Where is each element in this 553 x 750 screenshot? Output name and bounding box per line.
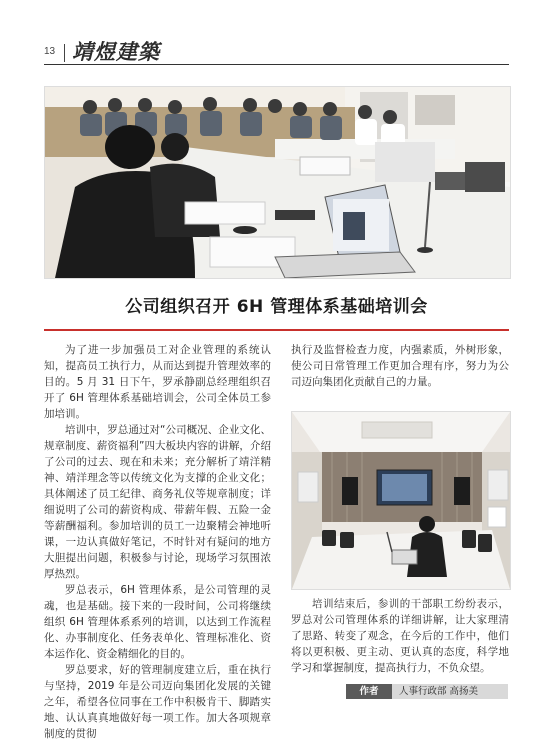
brand-logo: 靖煜建築 (72, 39, 160, 64)
paragraph: 培训结束后，参训的干部职工纷纷表示，罗总对公司管理体系的详细讲解，让大家理清了思路、转变了观念，在今后的工作中，他们将以更积极、更主动、更认真的态度，科学地学习和掌握制度，提高执行力，不负众望。 (291, 598, 509, 674)
author-label: 作者 (346, 684, 392, 699)
article-column-right-top (291, 342, 509, 390)
page-number: 13 (44, 46, 56, 57)
masthead-rule (44, 64, 509, 65)
author-name: 人事行政部 高扬美 (399, 686, 479, 697)
meeting-photo-illustration (45, 87, 510, 278)
article-column-right-bottom (291, 596, 509, 676)
meeting-photo (44, 86, 511, 279)
paragraph: 罗总表示，6H 管理体系，是公司管理的灵魂，也是基础。接下来的一段时间，公司将继续组织 6H 管理体系系列的培训，以达到工作流程化、办事制度化、任务表单化、管理标准化、资本运作化、资金精细化的目的。 (44, 584, 271, 660)
paragraph: 培训中，罗总通过对“公司概况、企业文化、规章制度、薪资福利”四大板块内容的讲解，介绍了公司的过去、现在和未来；充分解析了靖洋精神、靖洋理念等以传统文化为支撑的企业文化；具体阐述了员工纪律、商务礼仪等规章制度；详细说明了公司的薪资构成、带薪年假、五险一金等薪酬福利。参加培训的员工一边聚精会神地听课，一边认真做好笔记，不时针对有疑问的地方大胆提出问题，积极参与讨论，现场学习氛围浓厚热烈。 (44, 424, 271, 580)
article-headline: 公司组织召开 6H 管理体系基础培训会 (125, 297, 428, 317)
masthead-divider (64, 44, 65, 62)
masthead (44, 34, 509, 70)
author-bar (346, 684, 508, 699)
training-room-photo (291, 411, 511, 590)
paragraph: 为了进一步加强员工对企业管理的系统认知，提高员工执行力，从而达到提升管理效率的目的。5 月 31 日下午，罗承静副总经理组织召开了 6H 管理体系基础培训会，公司全体员工参加培训。 (44, 344, 271, 420)
training-room-illustration (292, 412, 510, 589)
paragraph-continued: 执行及监督检查力度，内强素质，外树形象，使公司日常管理工作更加合理有序，努力为公司迈向集团化贡献自己的力量。 (291, 344, 509, 388)
article-column-left (44, 342, 271, 742)
headline-rule (44, 329, 509, 331)
paragraph: 罗总要求，好的管理制度建立后，重在执行与坚持，2019 年是公司迈向集团化发展的关键之年，希望各位同事在工作中积极肯干、脚踏实地、认认真真地做好每一项工作。加大各项规章制度的贯彻 (44, 664, 271, 740)
